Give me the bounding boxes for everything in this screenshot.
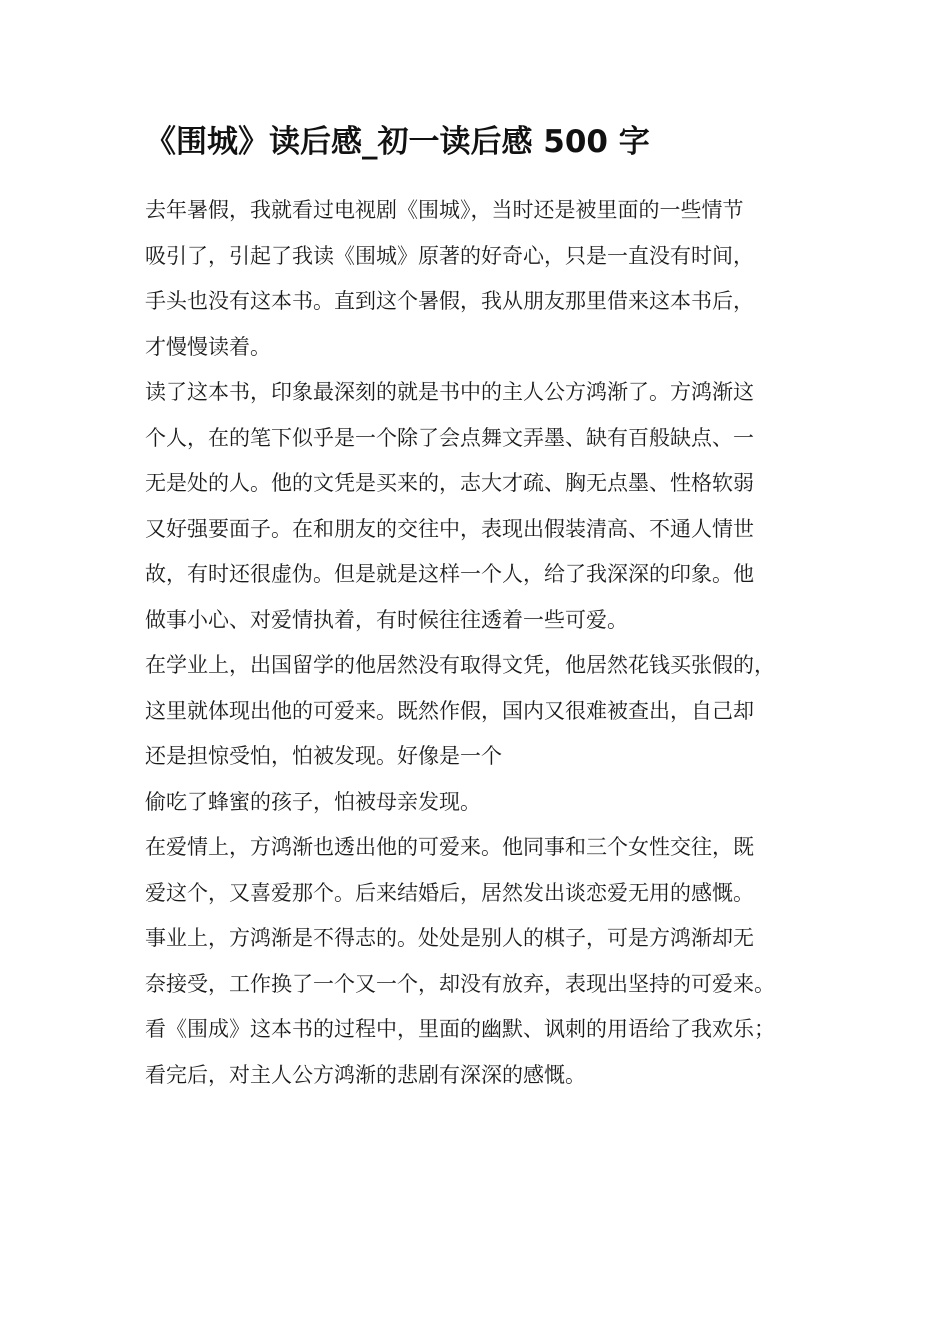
text-line: 个人，在的笔下似乎是一个除了会点舞文弄墨、缺有百般缺点、一: [145, 425, 754, 450]
text-line: 偷吃了蜂蜜的孩子，怕被母亲发现。: [145, 789, 481, 814]
text-line: 爱这个，又喜爱那个。后来结婚后，居然发出谈恋爱无用的感慨。: [145, 880, 754, 905]
text-line: 手头也没有这本书。直到这个暑假，我从朋友那里借来这本书后，: [145, 289, 754, 313]
text-line: 在学业上，出国留学的他居然没有取得文凭，他居然花钱买张假的，: [145, 653, 775, 677]
text-line: 看《围成》这本书的过程中，里面的幽默、讽刺的用语给了我欢乐；: [145, 1017, 775, 1041]
text-line: 做事小心、对爱情执着，有时候往往透着一些可爱。: [145, 607, 628, 632]
text-line: 在爱情上，方鸿渐也透出他的可爱来。他同事和三个女性交往，既: [145, 835, 754, 859]
text-line: 才慢慢读着。: [145, 334, 271, 359]
text-line: 故，有时还很虚伪。但是就是这样一个人，给了我深深的印象。他: [145, 562, 754, 586]
text-line: 事业上，方鸿渐是不得志的。处处是别人的棋子，可是方鸿渐却无: [145, 926, 754, 950]
document-body: [145, 188, 835, 1098]
text-line: 吸引了，引起了我读《围城》原著的好奇心，只是一直没有时间，: [145, 243, 754, 268]
text-line: 读了这本书，印象最深刻的就是书中的主人公方鸿渐了。方鸿渐这: [145, 380, 754, 404]
text-line: 奈接受，工作换了一个又一个，却没有放弃，表现出坚持的可爱来。: [145, 971, 775, 996]
text-line: 无是处的人。他的文凭是买来的，志大才疏、胸无点墨、性格软弱: [145, 471, 754, 495]
text-line: 又好强要面子。在和朋友的交往中，表现出假装清高、不通人情世: [145, 516, 754, 541]
text-line: 去年暑假，我就看过电视剧《围城》，当时还是被里面的一些情节: [145, 198, 744, 222]
text-line: 这里就体现出他的可爱来。既然作假，国内又很难被查出，自己却: [145, 698, 754, 723]
text-line: 还是担惊受怕，怕被发现。好像是一个: [145, 744, 502, 768]
document-title: 《围城》读后感_初一读后感 500 字: [145, 124, 650, 160]
text-line: 看完后，对主人公方鸿渐的悲剧有深深的感慨。: [145, 1062, 586, 1087]
